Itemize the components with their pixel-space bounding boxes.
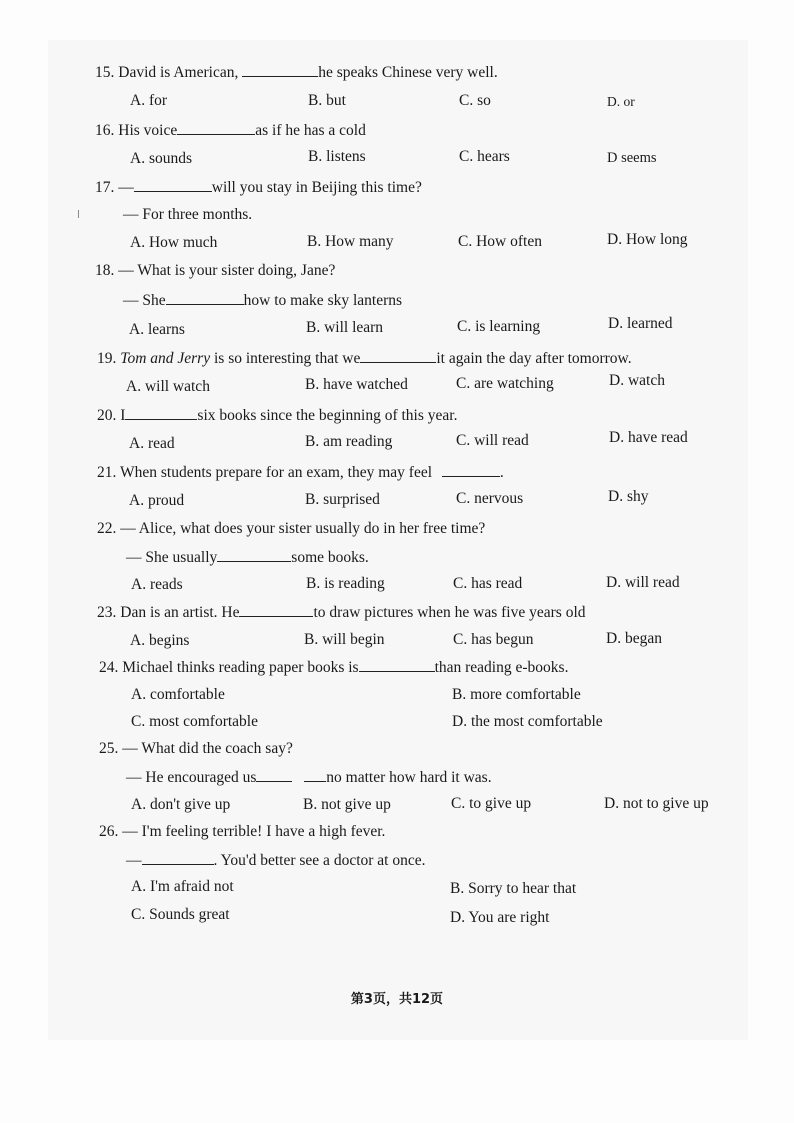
option-c: C. most comfortable [131,713,258,730]
reply-line: — . You'd better see a doctor at once. [126,852,426,869]
answer-blank [217,547,291,562]
option-b: B. have watched [305,376,408,393]
question-17: 17. — will you stay in Beijing this time? [95,179,422,196]
option-a: A. I'm afraid not [131,878,234,895]
option-d: D. You are right [450,909,550,926]
option-b: B. more comfortable [452,686,581,703]
option-b: B. surprised [305,491,380,508]
page-number: 第3页，共12页 [350,992,444,1007]
option-a: A. begins [130,632,190,649]
question-25: 25. — What did the coach say? [99,740,293,757]
option-b: B. will begin [304,631,385,648]
answer-blank [256,767,292,782]
option-c: C. How often [458,233,542,250]
option-d: D. shy [608,488,649,505]
answer-blank [134,177,212,192]
option-d: D seems [607,150,657,166]
option-d: D. How long [607,231,688,248]
answer-blank [239,602,313,617]
question-24: 24. Michael thinks reading paper books is than reading e-books. [99,659,569,676]
option-b: B. listens [308,148,366,165]
option-d: D. watch [609,372,665,389]
title-tom-and-jerry: Tom and Jerry [120,350,211,367]
option-a: A. reads [131,576,183,593]
option-a: A. How much [130,234,218,251]
option-c: C. are watching [456,375,554,392]
option-c: C. will read [456,432,529,449]
question-21: 21. When students prepare for an exam, they may feel . [97,464,504,481]
answer-blank [304,767,326,782]
answer-blank [125,405,197,420]
option-d: D. the most comfortable [452,713,603,730]
reply-line: — She how to make sky lanterns [123,292,403,309]
option-b: B. not give up [303,796,391,813]
option-d: D. have read [609,429,688,446]
reply-line: — He encouraged us no matter how hard it was. [126,769,492,786]
option-d: D. not to give up [604,795,709,812]
option-c: C. so [459,92,491,109]
option-a: A. don't give up [131,796,231,813]
answer-blank [242,62,318,77]
option-c: C. has begun [453,631,534,648]
option-d: D. or [607,94,635,109]
question-20: 20. I six books since the beginning of this year. [97,407,458,424]
answer-blank [360,348,436,363]
reply-line: — For three months. [123,206,253,223]
option-a: A. comfortable [131,686,225,703]
option-c: C. Sounds great [131,906,230,923]
option-d: D. began [606,630,662,647]
reply-line: — She usually some books. [126,549,369,566]
question-18: 18. — What is your sister doing, Jane? [95,262,336,279]
question-26: 26. — I'm feeling terrible! I have a high fever. [99,823,386,840]
answer-blank [359,657,435,672]
option-a: A. proud [129,492,185,509]
question-23: 23. Dan is an artist. He to draw pictures when he was five years old [97,604,586,621]
option-a: A. for [130,92,168,109]
option-a: A. sounds [130,150,193,167]
answer-blank [142,850,214,865]
option-b: B. am reading [305,433,393,450]
option-a: A. read [129,435,175,452]
option-b: B. How many [307,233,394,250]
question-19: 19. Tom and Jerry is so interesting that we it again the day after tomorrow. [97,350,632,367]
option-c: C. hears [459,148,510,165]
question-16: 16. His voice as if he has a cold [95,122,366,139]
option-b: B. will learn [306,319,384,336]
option-a: A. learns [129,321,185,338]
answer-blank [177,120,255,135]
question-15: 15. David is American, he speaks Chinese very well. [95,64,498,81]
option-b: B. but [308,92,346,109]
option-c: C. has read [453,575,523,592]
answer-blank [166,290,244,305]
option-c: C. nervous [456,490,524,507]
option-b: B. is reading [306,575,385,592]
answer-blank [442,462,500,477]
option-c: C. is learning [457,318,541,335]
option-b: B. Sorry to hear that [450,880,577,897]
option-a: A. will watch [126,378,210,395]
question-22: 22. — Alice, what does your sister usually do in her free time? [97,520,486,537]
option-c: C. to give up [451,795,532,812]
option-d: D. will read [606,574,680,591]
option-d: D. learned [608,315,673,332]
